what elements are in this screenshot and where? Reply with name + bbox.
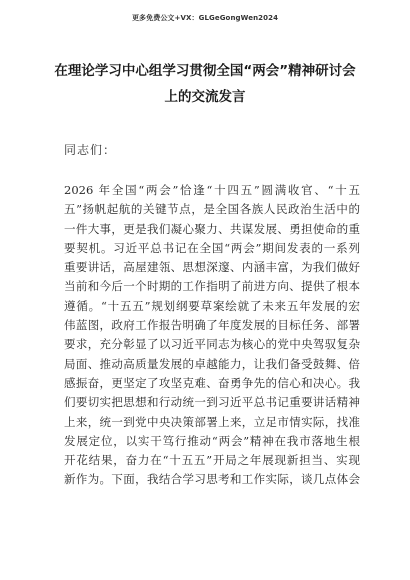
body-line: 开花结果，奋力在“十五五”开局之年展现新担当、实现 — [64, 453, 360, 468]
body-line: 要契机。习近平总书记在全国“两会”期间发表的一系列 — [64, 240, 360, 255]
body-line: 新作为。下面，我结合学习思考和工作实际，谈几点体会 — [64, 472, 360, 487]
body-line: 五”扬帆起航的关键节点，是全国各族人民政治生活中的 — [64, 202, 360, 217]
body-line: 2026 年全国“两会”恰逢“十四五”圆满收官、“十五 — [64, 183, 360, 197]
title-line-2: 上的交流发言 — [164, 89, 246, 105]
body-line: 上来，统一到党中央决策部署上来，立足市情实际，找准 — [64, 414, 360, 429]
body-line: 重要讲话，高屋建瓴、思想深邃、内涵丰富，为我们做好 — [64, 260, 360, 275]
body-paragraph — [64, 181, 360, 490]
document-title — [40, 58, 370, 110]
body-line: 要求，充分彰显了以习近平同志为核心的党中央驾驭复杂 — [64, 337, 360, 352]
body-line: 发展定位，以实干笃行推动“两会”精神在我市落地生根 — [64, 433, 360, 448]
body-line: 遵循。“十五五”规划纲要草案绘就了未来五年发展的宏 — [64, 298, 360, 313]
salutation: 同志们： — [64, 143, 117, 157]
body-line: 感振奋，更坚定了攻坚克难、奋勇争先的信心和决心。我 — [64, 375, 360, 390]
body-line: 当前和今后一个时期的工作指明了前进方向、提供了根本 — [64, 279, 360, 294]
header-note: 更多免费公文+VX：GLGeGongWen2024 — [131, 14, 279, 22]
body-line: 伟蓝图，政府工作报告明确了年度发展的目标任务、部署 — [64, 318, 360, 333]
body-line: 一件大事，更是我们凝心聚力、共谋发展、勇担使命的重 — [64, 221, 360, 236]
title-line-1: 在理论学习中心组学习贯彻全国“两会”精神研讨会 — [54, 63, 356, 79]
body-line: 们要切实把思想和行动统一到习近平总书记重要讲话精神 — [64, 395, 360, 410]
body-line: 局面、推动高质量发展的卓越能力，让我们备受鼓舞、倍 — [64, 356, 360, 371]
